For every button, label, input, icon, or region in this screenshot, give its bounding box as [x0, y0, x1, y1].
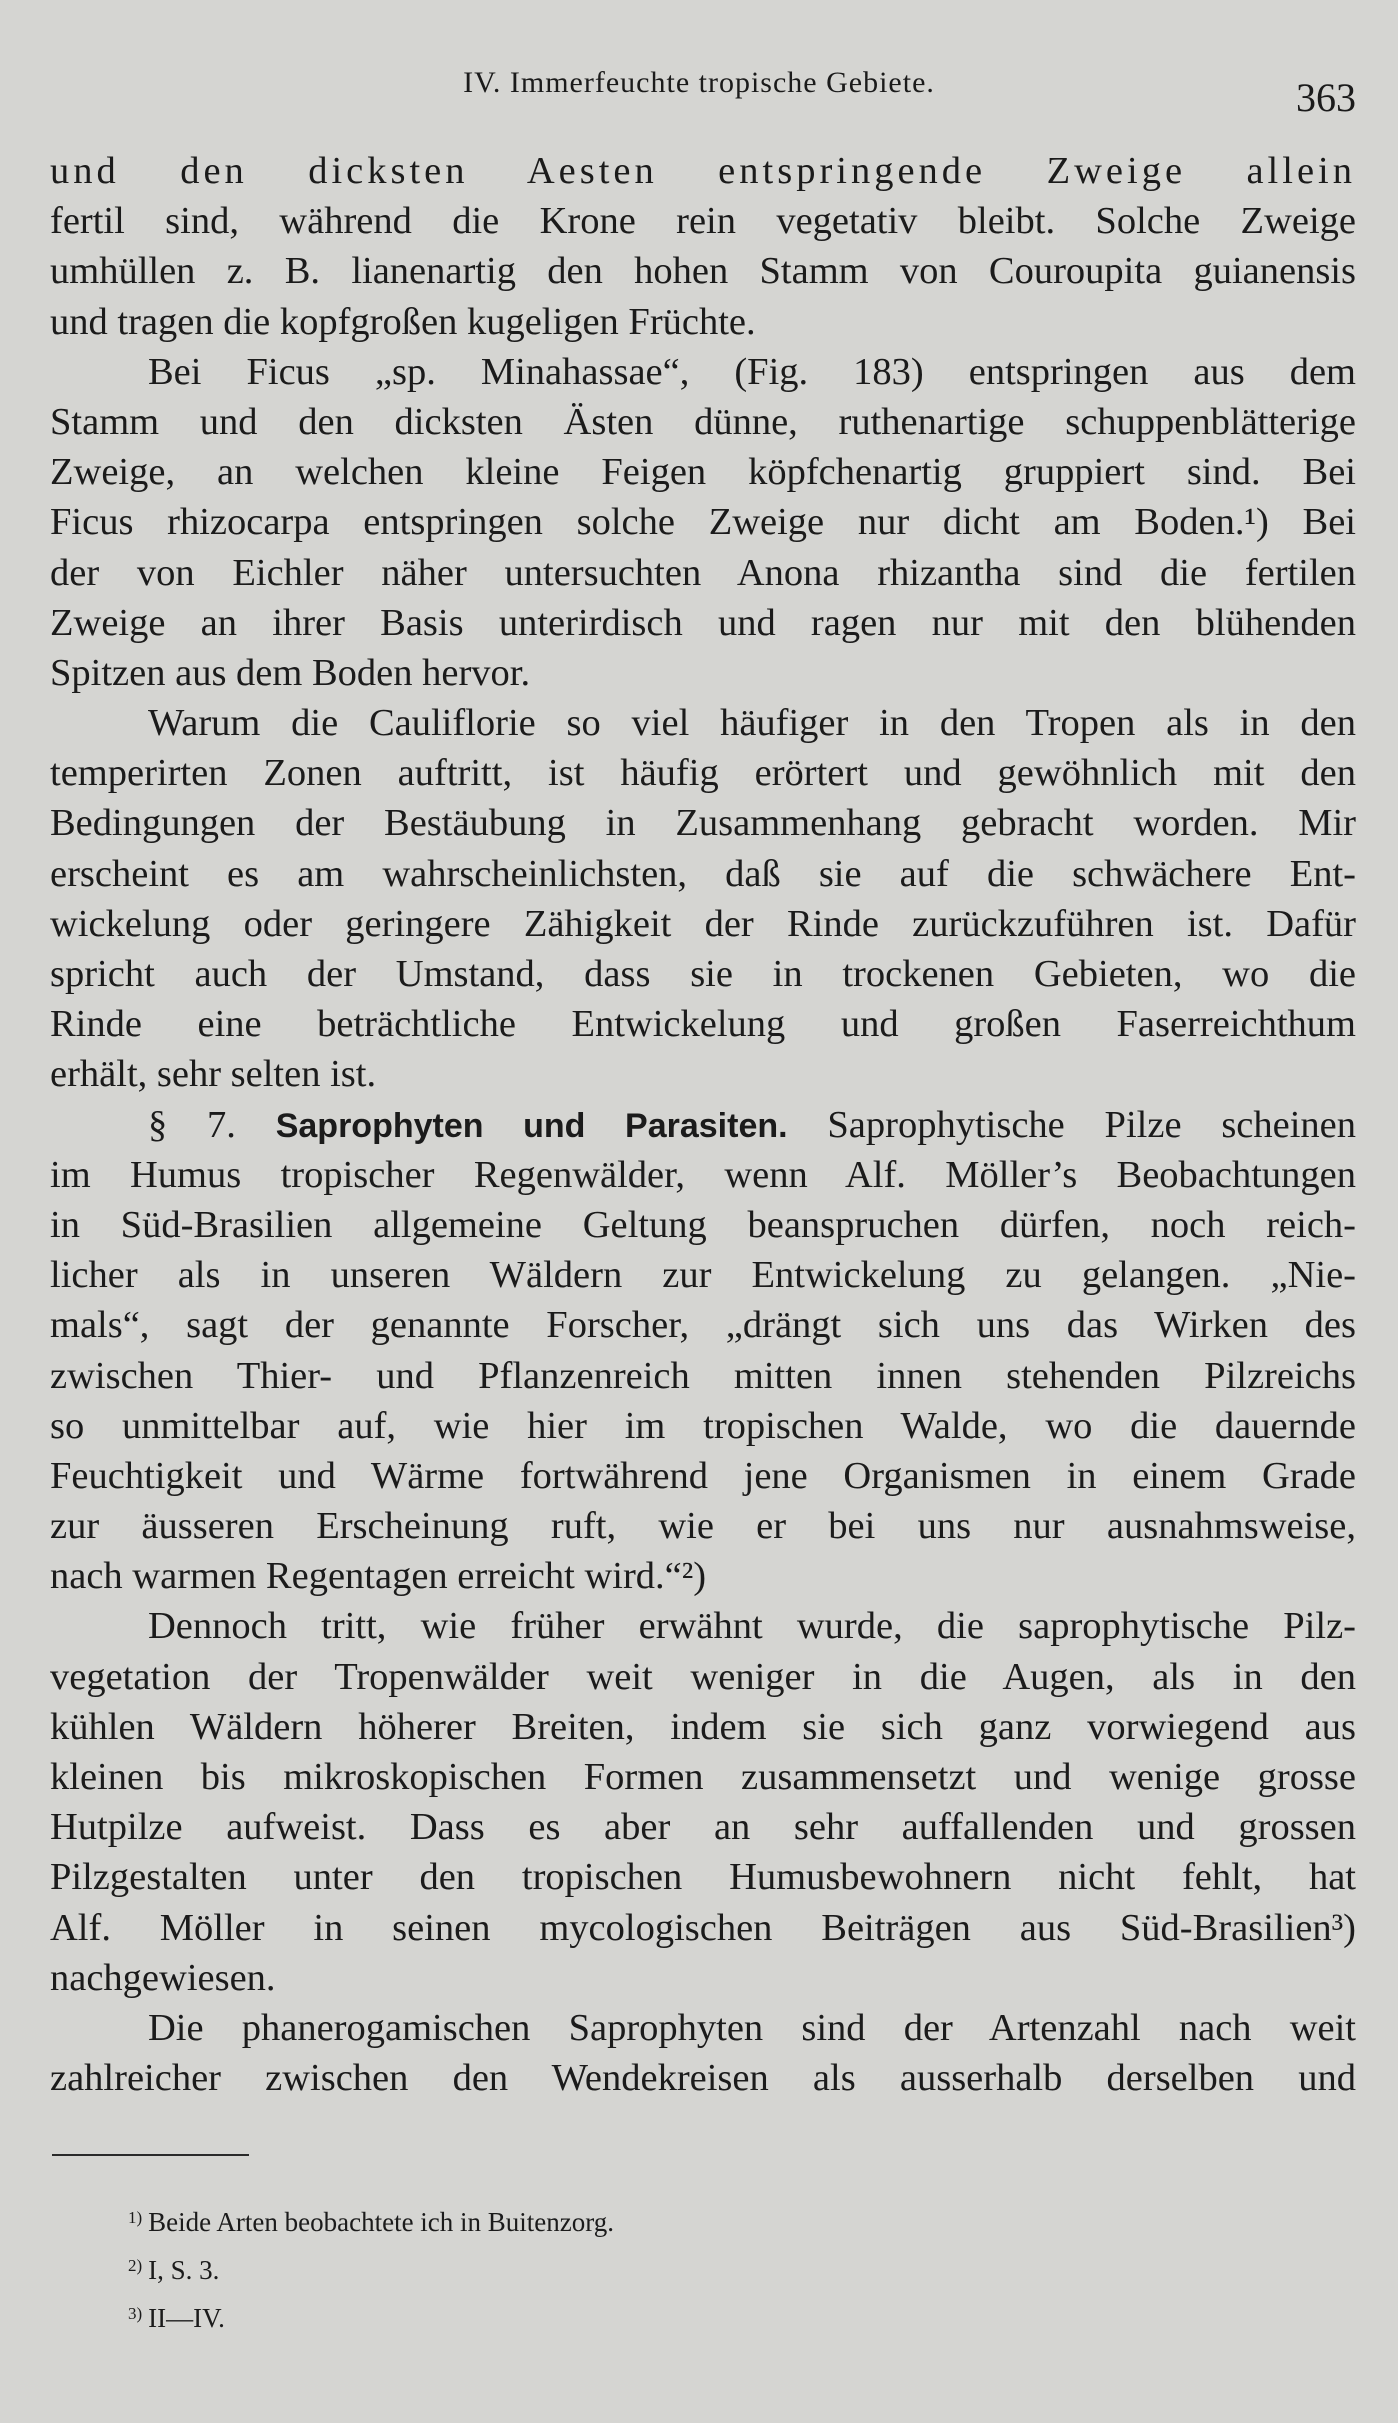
footnote [128, 2290, 1028, 2338]
text-line [50, 347, 1356, 397]
body-text [50, 146, 1356, 2103]
text-line: Alf. Möller in seinen mycologischen Beiträgen aus Süd-Brasilien³) [50, 1906, 1356, 1949]
text-line: wickelung oder geringere Zähigkeit der Rinde zurückzuführen ist. Dafür [50, 902, 1356, 945]
text-line [50, 2003, 1356, 2053]
text-line: Spitzen aus dem Boden hervor. [50, 651, 531, 694]
text-line: der von Eichler näher untersuchten Anona rhizantha sind die fertilen [50, 551, 1356, 594]
text-line: so unmittelbar auf, wie hier im tropischen Walde, wo die dauernde [50, 1404, 1356, 1447]
text-line: im Humus tropischer Regenwälder, wenn Alf. Möller’s Beobachtungen [50, 1153, 1356, 1196]
text-line: Pilzgestalten unter den tropischen Humusbewohnern nicht fehlt, hat [50, 1856, 1356, 1899]
section-heading: Saprophyten und Parasiten. [275, 1106, 788, 1145]
text-line-content: Bei Ficus „sp. Minahassae“, (Fig. 183) entspringen aus dem [148, 350, 1356, 393]
text-line: erhält, sehr selten ist. [50, 1053, 377, 1096]
text-line: licher als in unseren Wäldern zur Entwickelung zu gelangen. „Nie- [50, 1254, 1356, 1297]
text-line: zahlreicher zwischen den Wendekreisen als ausserhalb derselben und [50, 2057, 1356, 2100]
text-line: spricht auch der Umstand, dass sie in trockenen Gebieten, wo die [50, 953, 1356, 995]
text-line-content: Die phanerogamischen Saprophyten sind der Artenzahl nach weit [148, 2006, 1356, 2049]
text-line: zur äusseren Erscheinung ruft, wie er bei uns nur ausnahmsweise, [50, 1505, 1356, 1548]
text-line: vegetation der Tropenwälder weit weniger in die Augen, als in den [50, 1655, 1356, 1698]
text-line: Ficus rhizocarpa entspringen solche Zweige nur dicht am Boden.¹) Bei [50, 501, 1356, 544]
footnote-text: Beide Arten beobachtete ich in Buitenzorg. [148, 2207, 615, 2237]
footnote-mark: 2) [128, 2256, 143, 2275]
section-lead-text: Saprophytische Pilze scheinen [827, 1103, 1357, 1146]
text-line: Stamm und den dicksten Ästen dünne, ruthenartige schuppenblätterige [50, 400, 1356, 443]
text-line: mals“, sagt der genannte Forscher, „drängt sich uns das Wirken des [50, 1304, 1356, 1347]
text-line-content: Dennoch tritt, wie früher erwähnt wurde, die saprophytische Pilz- [148, 1605, 1356, 1648]
text-line: nach warmen Regentagen erreicht wird.“²) [50, 1555, 707, 1598]
section-heading-line [50, 1100, 1356, 1150]
text-line: Rinde eine beträchtliche Entwickelung und großen Faserreichthum [50, 1003, 1356, 1046]
text-line: Hutpilze aufweist. Dass es aber an sehr auffallenden und grossen [50, 1806, 1356, 1849]
text-line: nachgewiesen. [50, 1956, 276, 1999]
text-line: Zweige, an welchen kleine Feigen köpfchenartig gruppiert sind. Bei [50, 451, 1356, 494]
footnote [128, 2242, 1028, 2290]
text-line: und tragen die kopfgroßen kugeligen Früchte. [50, 300, 756, 343]
footnote-rule [52, 2154, 249, 2156]
running-head-title: IV. Immerfeuchte tropische Gebiete. [463, 66, 935, 99]
text-line: fertil sind, während die Krone rein vegetativ bleibt. Solche Zweige [50, 200, 1356, 243]
text-line: umhüllen z. B. lianenartig den hohen Stamm von Couroupita guianensis [50, 250, 1356, 293]
text-line: in Süd-Brasilien allgemeine Geltung beanspruchen dürfen, noch reich- [50, 1203, 1356, 1246]
footnote-text: I, S. 3. [148, 2255, 220, 2285]
footnote-text: II—IV. [148, 2303, 225, 2333]
footnotes [128, 2194, 1028, 2338]
footnote-mark: 3) [128, 2304, 143, 2323]
text-line: Bedingungen der Bestäubung in Zusammenhang gebracht worden. Mir [50, 802, 1356, 845]
text-line: kühlen Wäldern höherer Breiten, indem sie sich ganz vorwiegend aus [50, 1705, 1356, 1748]
text-line: Feuchtigkeit und Wärme fortwährend jene Organismen in einem Grade [50, 1454, 1356, 1497]
section-mark: § 7. [148, 1103, 236, 1146]
text-line: Zweige an ihrer Basis unterirdisch und ragen nur mit den blühenden [50, 601, 1356, 644]
text-line: und den dicksten Aesten entspringende Zweige allein [50, 150, 1356, 192]
text-line: zwischen Thier- und Pflanzenreich mitten innen stehenden Pilzreichs [50, 1354, 1356, 1397]
text-line [50, 698, 1356, 748]
text-line-content: Warum die Cauliflorie so viel häufiger in den Tropen als in den [148, 702, 1356, 745]
text-line: temperirten Zonen auftritt, ist häufig erörtert und gewöhnlich mit den [50, 752, 1356, 795]
page-number: 363 [1296, 75, 1356, 120]
footnote-mark: 1) [128, 2208, 143, 2227]
text-line [50, 1601, 1356, 1651]
text-line: kleinen bis mikroskopischen Formen zusammensetzt und wenige grosse [50, 1756, 1356, 1798]
text-line: erscheint es am wahrscheinlichsten, daß sie auf die schwächere Ent- [50, 852, 1356, 895]
running-head [0, 56, 1398, 120]
footnote [128, 2194, 1028, 2242]
